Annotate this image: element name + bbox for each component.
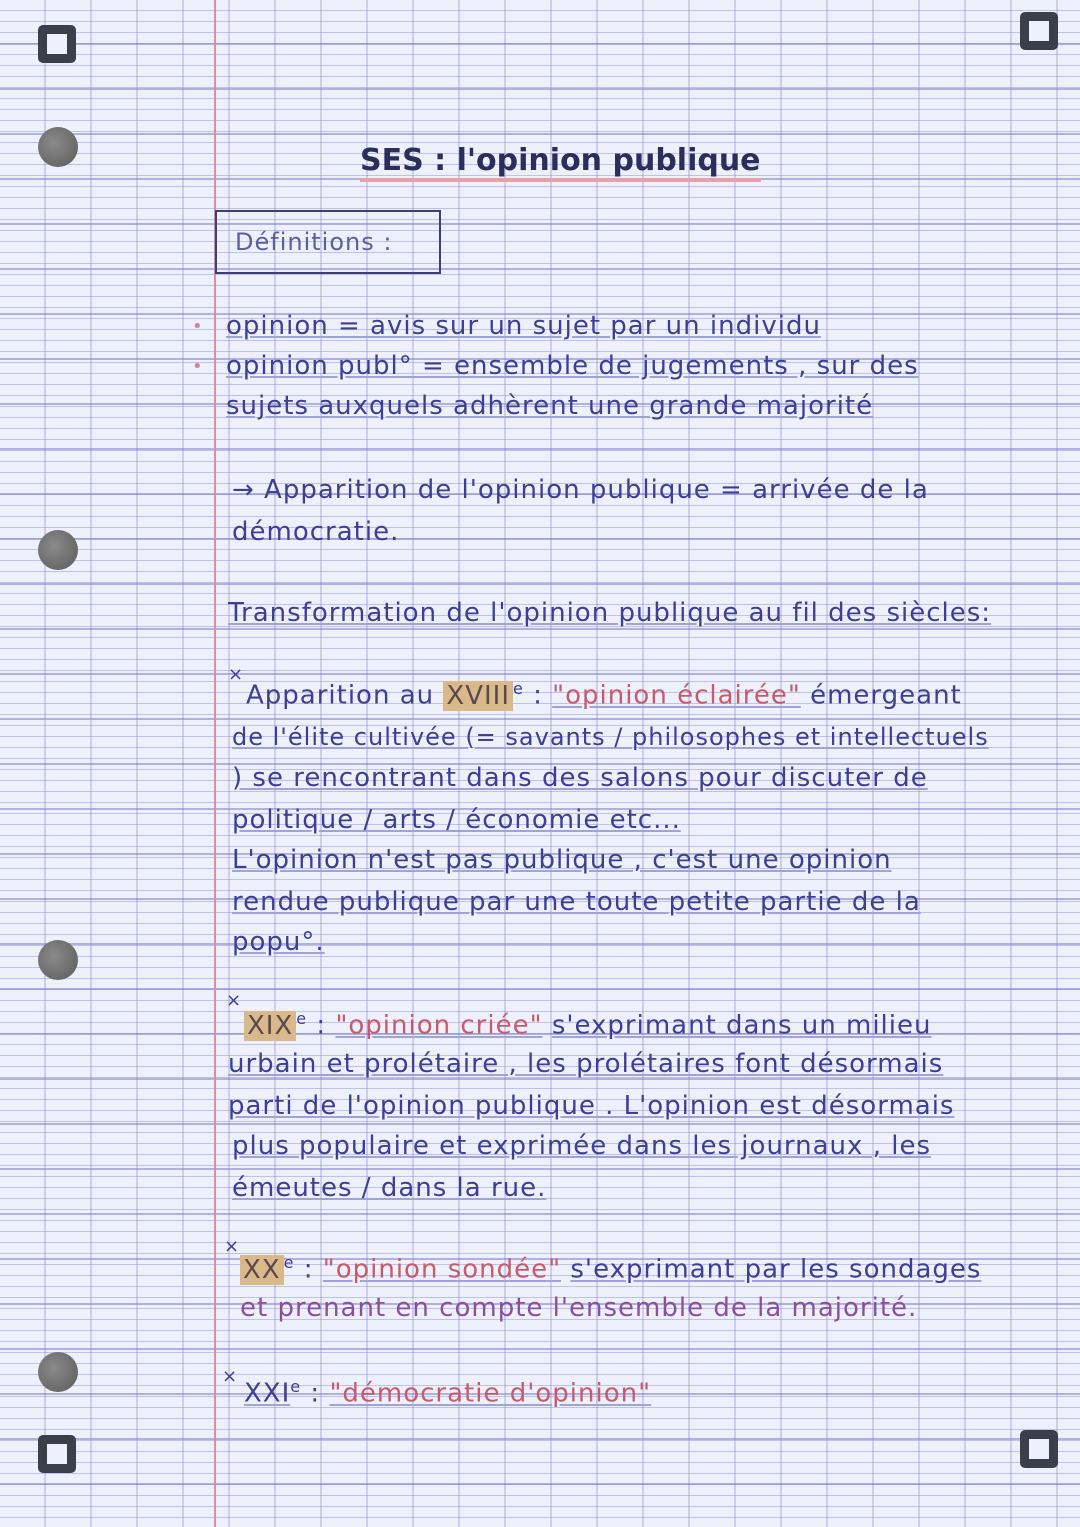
- page-title: SES : l'opinion publique: [360, 143, 761, 178]
- punch-hole: [38, 530, 78, 570]
- xx-line: et prenant en compte l'ensemble de la majorité.: [240, 1293, 918, 1323]
- punch-hole: [38, 1352, 78, 1392]
- xix-sup: e: [296, 1009, 308, 1028]
- xix-line: plus populaire et exprimée dans les journaux , les: [232, 1131, 931, 1161]
- xix-line: émeutes / dans la rue.: [232, 1173, 547, 1203]
- xviii-line: rendue publique par une toute petite partie de la: [232, 887, 921, 917]
- xix-line: urbain et prolétaire , les prolétaires font désormais: [228, 1049, 944, 1079]
- section-heading: Transformation de l'opinion publique au fil des siècles:: [228, 598, 992, 628]
- xviii-first-line: Apparition au XVIII $^e$ : "opinion éclairée" émergeant: [246, 679, 962, 711]
- xviii-quote: "opinion éclairée": [552, 680, 801, 711]
- arrow-note-line: démocratie.: [232, 517, 400, 547]
- xviii-post: émergeant: [810, 680, 962, 711]
- definition-line: sujets auxquels adhèrent une grande majorité: [226, 391, 874, 421]
- xxi-sup: e: [290, 1377, 302, 1396]
- xx-first-line: XX $^e$ : "opinion sondée" s'exprimant par les sondages: [240, 1254, 981, 1284]
- corner-marker-icon: [1020, 1430, 1058, 1468]
- arrow-note-line: → Apparition de l'opinion publique = arrivée de la: [232, 475, 929, 505]
- corner-marker-icon: [38, 25, 76, 63]
- xxi-quote: "démocratie d'opinion": [329, 1378, 652, 1409]
- xviii-line: popu°.: [232, 927, 325, 957]
- xx-sup: e: [283, 1253, 295, 1272]
- xx-quote: "opinion sondée": [322, 1254, 562, 1285]
- punch-hole: [38, 127, 78, 167]
- definition-line: opinion = avis sur un sujet par un individu: [226, 311, 821, 341]
- xix-first-line: XIX $^e$ : "opinion criée" s'exprimant dans un milieu: [244, 1010, 931, 1040]
- definitions-box: [215, 210, 441, 274]
- xx-post: s'exprimant par les sondages: [570, 1254, 982, 1285]
- definition-line: opinion publ° = ensemble de jugements , sur des: [226, 351, 919, 381]
- x-mark-icon: ×: [226, 990, 242, 1011]
- xviii-sup: e: [513, 679, 524, 698]
- x-mark-icon: ×: [228, 664, 244, 685]
- xix-quote: "opinion criée": [335, 1010, 543, 1041]
- xix-post: s'exprimant dans un milieu: [551, 1010, 932, 1041]
- bullet-icon: •: [192, 316, 203, 337]
- x-mark-icon: ×: [222, 1366, 238, 1387]
- punch-hole: [38, 940, 78, 980]
- xviii-line: L'opinion n'est pas publique , c'est une opinion: [232, 845, 892, 875]
- xxi-century: XXI: [244, 1378, 291, 1409]
- xviii-century: XVIII: [443, 681, 513, 711]
- bullet-icon: •: [192, 356, 203, 377]
- xix-century: XIX: [244, 1011, 296, 1041]
- xviii-line: politique / arts / économie etc...: [232, 805, 681, 835]
- corner-marker-icon: [1020, 12, 1058, 50]
- xx-century: XX: [240, 1255, 284, 1285]
- definitions-label: Définitions :: [235, 228, 393, 256]
- xviii-line: ) se rencontrant dans des salons pour discuter de: [232, 763, 928, 793]
- corner-marker-icon: [38, 1435, 76, 1473]
- xxi-first-line: XXIe : "démocratie d'opinion": [244, 1377, 652, 1409]
- xix-line: parti de l'opinion publique . L'opinion est désormais: [228, 1091, 955, 1121]
- x-mark-icon: ×: [224, 1236, 240, 1257]
- xviii-line: de l'élite cultivée (= savants / philosophes et intellectuels: [232, 723, 989, 751]
- xviii-pre: Apparition au: [246, 680, 435, 711]
